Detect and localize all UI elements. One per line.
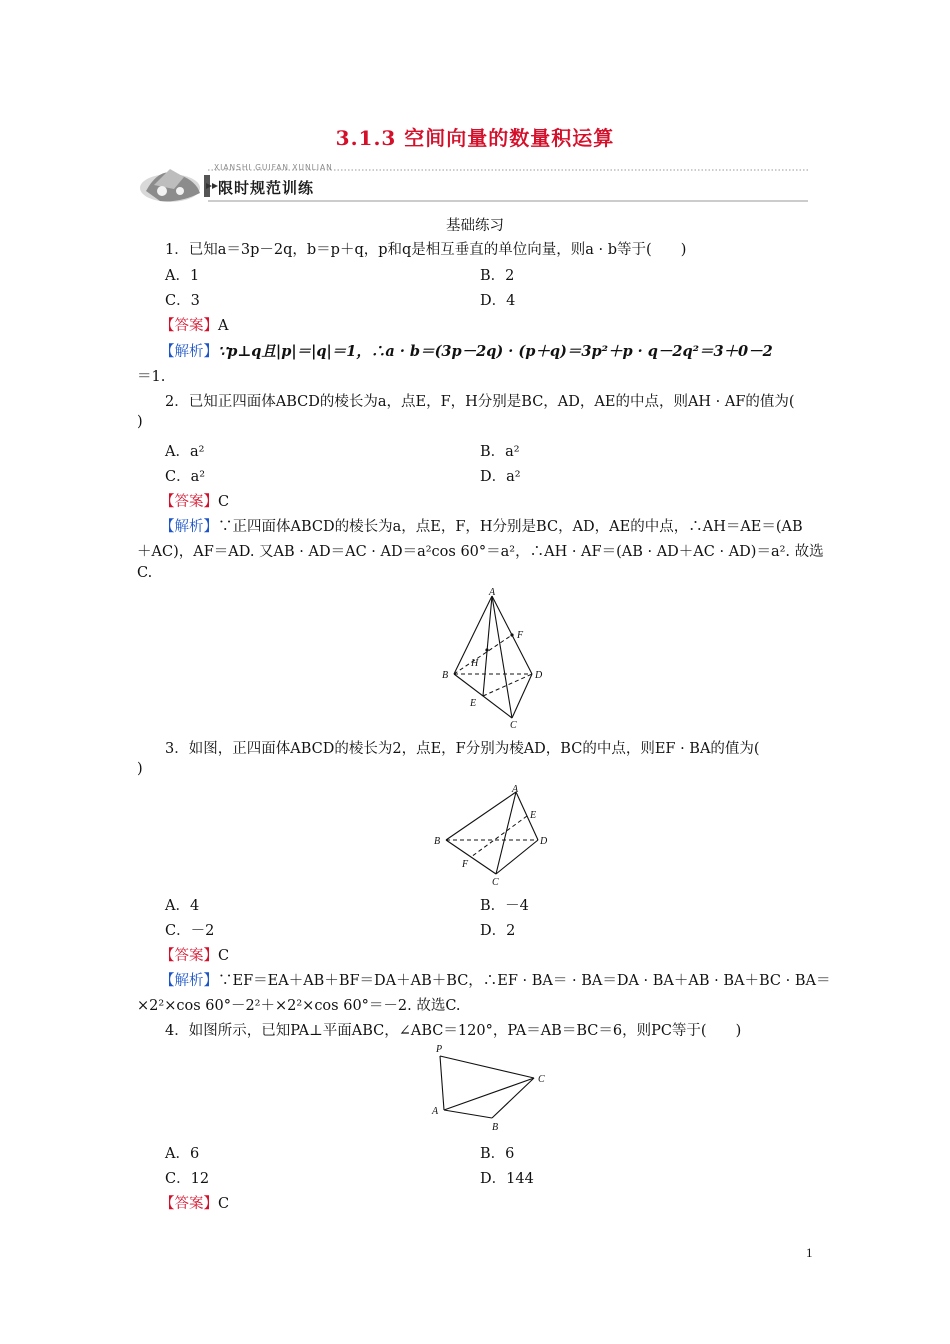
q3-option-b: B．－4 <box>480 898 529 914</box>
q3-answer <box>160 944 229 965</box>
answer-tag: 【答案】 <box>160 948 218 964</box>
q2-analysis-line-1 <box>160 515 803 536</box>
q4-option-a: A．6 <box>165 1146 200 1162</box>
answer-tag: 【答案】 <box>160 1196 218 1212</box>
answer-value: C <box>218 494 230 510</box>
figure-label: H <box>471 658 479 669</box>
q4-option-c: C．12 <box>165 1171 210 1187</box>
answer-tag: 【答案】 <box>160 494 218 510</box>
q4-option-b: B．6 <box>480 1146 515 1162</box>
figure-label: C <box>538 1074 545 1085</box>
analysis-tag: 【解析】 <box>160 519 218 535</box>
banner-label: 限时规范训练 <box>218 179 315 197</box>
q1-option-a: A．1 <box>165 268 200 284</box>
q3-option-a: A．4 <box>165 898 200 914</box>
q3-option-d: D．2 <box>480 923 516 939</box>
figure-label: B <box>492 1122 499 1132</box>
q2-stem-line-2: ) <box>137 414 143 430</box>
q1-analysis-line-1 <box>160 340 773 361</box>
q4-answer <box>160 1192 229 1213</box>
banner-pinyin: XIANSHI GUIFAN XUNLIAN <box>214 163 333 172</box>
page-title: 3.1.3 空间向量的数量积运算 <box>335 126 615 150</box>
q2-answer <box>160 490 229 511</box>
figure-label: A <box>512 784 519 795</box>
figure-label: D <box>540 836 548 847</box>
q3-option-c: C．－2 <box>165 923 215 939</box>
q2-analysis-line-3: C. <box>137 565 153 581</box>
q2-option-a: A．a² <box>165 444 205 460</box>
q1-option-b: B．2 <box>480 268 515 284</box>
q2-stem-line-1: 2．已知正四面体ABCD的棱长为a，点E，F，H分别是BC，AD，AE的中点，则AH · AF的值为( <box>165 394 795 410</box>
q3-stem-line-2: ) <box>137 761 143 777</box>
figure-label: C <box>510 720 517 730</box>
q4-stem: 4．如图所示，已知PA⊥平面ABC，∠ABC＝120°，PA＝AB＝BC＝6，则PC等于( ) <box>165 1023 742 1039</box>
figure-label: F <box>517 630 524 641</box>
answer-value: A <box>218 318 229 334</box>
q3-analysis-line-2: ×2²×cos 60°－2²＋×2²×cos 60°＝－2. 故选C. <box>137 998 461 1014</box>
figure-label: B <box>442 670 449 681</box>
answer-tag: 【答案】 <box>160 318 218 334</box>
q2-option-b: B．a² <box>480 444 520 460</box>
q3-stem-line-1: 3．如图，正四面体ABCD的棱长为2，点E，F分别为棱AD，BC的中点，则EF · BA的值为( <box>165 741 760 757</box>
figure-label: C <box>492 877 499 888</box>
q2-tetrahedron-figure <box>436 588 546 730</box>
q1-stem: 1．已知a＝3p－2q，b＝p＋q，p和q是相互垂直的单位向量，则a · b等于( ) <box>165 242 687 258</box>
q1-analysis-line-2: ＝1. <box>137 369 166 385</box>
figure-label: A <box>489 588 496 598</box>
section-heading: 基础练习 <box>446 218 504 234</box>
figure-label: F <box>462 859 469 870</box>
analysis-text: ∵EF＝EA＋AB＋BF＝DA＋AB＋BC，∴EF · BA＝ · BA＝DA · BA＋AB · BA＋BC · BA＝ <box>218 973 831 989</box>
answer-value: C <box>218 948 230 964</box>
answer-value: C <box>218 1196 230 1212</box>
q4-pyramid-figure <box>428 1040 556 1132</box>
analysis-tag: 【解析】 <box>160 973 218 989</box>
figure-label: E <box>530 810 537 821</box>
q3-tetrahedron-figure <box>430 782 554 888</box>
q1-option-c: C．3 <box>165 293 200 309</box>
analysis-tag: 【解析】 <box>160 344 218 360</box>
q1-option-d: D．4 <box>480 293 516 309</box>
q4-option-d: D．144 <box>480 1171 534 1187</box>
figure-label: A <box>432 1106 439 1117</box>
figure-label: P <box>436 1044 443 1055</box>
q1-answer <box>160 314 228 335</box>
q2-option-c: C．a² <box>165 469 206 485</box>
q2-analysis-line-2: ＋AC)，AF＝AD. 又AB · AD＝AC · AD＝a²cos 60°＝a²，∴AH · AF＝(AB · AD＋AC · AD)＝a². 故选 <box>137 544 824 560</box>
figure-label: E <box>470 698 477 709</box>
figure-label: B <box>434 836 441 847</box>
analysis-text: ∵p⊥q且|p|＝|q|＝1，∴a · b＝(3p－2q) · (p＋q)＝3p²＋p · q－2q²＝3＋0－2 <box>218 343 773 360</box>
analysis-text: ∵正四面体ABCD的棱长为a，点E，F，H分别是BC，AD，AE的中点，∴AH＝AE＝(AB <box>218 519 803 535</box>
q2-option-d: D．a² <box>480 469 521 485</box>
figure-label: D <box>535 670 543 681</box>
q3-analysis-line-1 <box>160 969 830 990</box>
page-number: 1 <box>806 1245 813 1260</box>
